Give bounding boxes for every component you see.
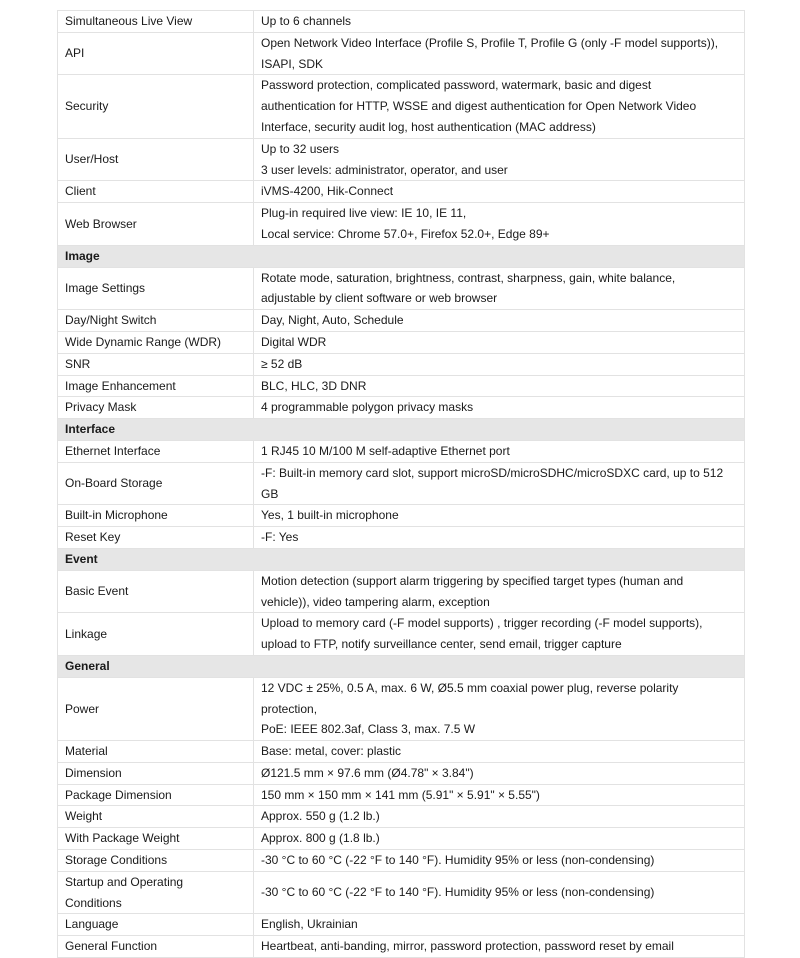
spec-value-line: Open Network Video Interface (Profile S, Profile T, Profile G (only -F model supports)), <box>261 35 719 50</box>
spec-value-line: Ø121.5 mm × 97.6 mm (Ø4.78" × 3.84") <box>261 765 474 780</box>
spec-row <box>58 138 745 181</box>
spec-row <box>58 784 745 806</box>
spec-label-cell <box>58 741 254 763</box>
spec-value-cell <box>254 505 745 527</box>
spec-value-cell <box>254 613 745 656</box>
spec-label: Basic Event <box>65 584 129 599</box>
spec-row <box>58 353 745 375</box>
spec-value-cell <box>254 828 745 850</box>
spec-value-cell <box>254 784 745 806</box>
spec-label-cell <box>58 505 254 527</box>
spec-value-cell <box>254 850 745 872</box>
spec-row <box>58 850 745 872</box>
spec-value-cell <box>254 181 745 203</box>
spec-value-line: 4 programmable polygon privacy masks <box>261 400 474 415</box>
spec-label-cell <box>58 440 254 462</box>
spec-row <box>58 527 745 549</box>
spec-value-line: Heartbeat, anti-banding, mirror, password protection, password reset by email <box>261 939 674 954</box>
spec-label: Power <box>65 701 100 716</box>
spec-value-cell <box>254 138 745 181</box>
spec-value-line: Approx. 800 g (1.8 lb.) <box>261 831 380 846</box>
spec-value-line: Local service: Chrome 57.0+, Firefox 52.0+, Edge 89+ <box>261 226 550 241</box>
spec-row <box>58 267 745 310</box>
spec-value-line: 3 user levels: administrator, operator, and user <box>261 162 508 177</box>
spec-label-cell <box>58 828 254 850</box>
spec-value-cell <box>254 353 745 375</box>
spec-value-line: Approx. 550 g (1.2 lb.) <box>261 809 380 824</box>
section-title: Event <box>58 548 745 570</box>
spec-label: Web Browser <box>65 216 137 231</box>
spec-value-cell <box>254 677 745 740</box>
spec-value-cell <box>254 570 745 613</box>
spec-label-cell <box>58 397 254 419</box>
spec-row <box>58 440 745 462</box>
spec-label-cell <box>58 331 254 353</box>
spec-value-cell <box>254 11 745 33</box>
spec-value-cell <box>254 331 745 353</box>
spec-value-line: ≥ 52 dB <box>261 356 303 371</box>
spec-value-cell <box>254 871 745 914</box>
spec-value-cell <box>254 310 745 332</box>
spec-label-cell <box>58 936 254 958</box>
spec-value-line: 1 RJ45 10 M/100 M self-adaptive Ethernet port <box>261 443 510 458</box>
spec-table-body <box>58 11 745 958</box>
spec-label: Weight <box>65 809 103 824</box>
section-title: Image <box>58 245 745 267</box>
spec-label-cell <box>58 138 254 181</box>
spec-label: With Package Weight <box>65 831 180 846</box>
section-title: General <box>58 655 745 677</box>
spec-label-cell <box>58 203 254 246</box>
spec-value-line: Up to 6 channels <box>261 14 352 28</box>
spec-label-cell <box>58 806 254 828</box>
spec-value-cell <box>254 267 745 310</box>
spec-label-cell <box>58 267 254 310</box>
spec-value-cell <box>254 375 745 397</box>
spec-label: Simultaneous Live View <box>65 14 193 28</box>
section-header-row <box>58 548 745 570</box>
spec-value-cell <box>254 203 745 246</box>
spec-value-line: 150 mm × 150 mm × 141 mm (5.91" × 5.91" × 5.55") <box>261 787 540 802</box>
spec-value-cell <box>254 527 745 549</box>
spec-label: Language <box>65 917 119 932</box>
spec-row <box>58 762 745 784</box>
spec-value-cell <box>254 32 745 75</box>
spec-row <box>58 32 745 75</box>
spec-row <box>58 331 745 353</box>
spec-label-cell <box>58 570 254 613</box>
spec-label-cell <box>58 11 254 33</box>
spec-row <box>58 806 745 828</box>
spec-row <box>58 570 745 613</box>
spec-label-cell <box>58 914 254 936</box>
spec-label: Security <box>65 99 109 114</box>
spec-value-cell <box>254 397 745 419</box>
spec-value-line: PoE: IEEE 802.3af, Class 3, max. 7.5 W <box>261 722 476 737</box>
spec-label: Privacy Mask <box>65 400 137 415</box>
spec-label: SNR <box>65 356 91 371</box>
spec-row <box>58 741 745 763</box>
spec-label: Package Dimension <box>65 787 172 802</box>
section-header-row <box>58 419 745 441</box>
spec-row <box>58 11 745 33</box>
spec-label: General Function <box>65 939 158 954</box>
spec-row <box>58 505 745 527</box>
spec-label: Storage Conditions <box>65 853 168 868</box>
spec-row <box>58 397 745 419</box>
spec-label: Built-in Microphone <box>65 508 168 523</box>
spec-label: API <box>65 46 85 61</box>
section-header-row <box>58 655 745 677</box>
section-header-row <box>58 245 745 267</box>
spec-value-line: English, Ukrainian <box>261 917 358 932</box>
spec-label: Dimension <box>65 765 122 780</box>
spec-row <box>58 375 745 397</box>
spec-label: Reset Key <box>65 530 121 545</box>
spec-label: Linkage <box>65 626 108 641</box>
spec-label: On-Board Storage <box>65 476 163 491</box>
spec-label-cell <box>58 871 254 914</box>
spec-value-line: Password protection, complicated password, watermark, basic and digest <box>261 78 652 93</box>
spec-value-line: -30 °C to 60 °C (-22 °F to 140 °F). Humidity 95% or less (non-condensing) <box>261 885 655 900</box>
spec-label: Wide Dynamic Range (WDR) <box>65 334 222 349</box>
spec-label-cell <box>58 375 254 397</box>
spec-value-line: -30 °C to 60 °C (-22 °F to 140 °F). Humidity 95% or less (non-condensing) <box>261 853 655 868</box>
spec-value-line: protection, <box>261 701 318 716</box>
spec-value-cell <box>254 75 745 138</box>
spec-value-line: Upload to memory card (-F model supports) , trigger recording (-F model supports), <box>261 616 703 631</box>
spec-label-cell <box>58 310 254 332</box>
spec-table <box>57 10 745 958</box>
spec-label-cell <box>58 75 254 138</box>
spec-label-cell <box>58 784 254 806</box>
spec-value-line: Rotate mode, saturation, brightness, contrast, sharpness, gain, white balance, <box>261 270 676 285</box>
spec-label-cell <box>58 462 254 505</box>
spec-value-line: -F: Yes <box>261 530 299 545</box>
spec-value-cell <box>254 914 745 936</box>
spec-label-cell <box>58 181 254 203</box>
spec-label: Material <box>65 744 108 759</box>
spec-value-line: Base: metal, cover: plastic <box>261 744 402 759</box>
spec-row <box>58 310 745 332</box>
spec-label: User/Host <box>65 152 119 167</box>
spec-label: Ethernet Interface <box>65 443 161 458</box>
spec-row <box>58 914 745 936</box>
spec-value-cell <box>254 462 745 505</box>
spec-value-line: GB <box>261 486 279 501</box>
spec-value-line: Plug-in required live view: IE 10, IE 11, <box>261 206 467 221</box>
spec-value-cell <box>254 762 745 784</box>
spec-label: Client <box>65 184 96 199</box>
spec-label: Image Enhancement <box>65 378 176 393</box>
spec-value-line: Digital WDR <box>261 334 327 349</box>
spec-value-line: 12 VDC ± 25%, 0.5 A, max. 6 W, Ø5.5 mm coaxial power plug, reverse polarity <box>261 680 679 695</box>
spec-value-line: Interface, security audit log, host authentication (MAC address) <box>261 119 596 134</box>
spec-value-line: iVMS-4200, Hik-Connect <box>261 184 394 199</box>
spec-label-cell <box>58 32 254 75</box>
spec-row <box>58 871 745 914</box>
spec-row <box>58 462 745 505</box>
spec-row <box>58 181 745 203</box>
spec-row <box>58 828 745 850</box>
spec-label-cell <box>58 527 254 549</box>
spec-label: Image Settings <box>65 280 146 295</box>
spec-label-line: Conditions <box>65 895 122 910</box>
spec-row <box>58 936 745 958</box>
spec-value-cell <box>254 741 745 763</box>
spec-value-line: authentication for HTTP, WSSE and digest authentication for Open Network Video <box>261 99 697 114</box>
spec-value-line: ISAPI, SDK <box>261 56 324 71</box>
spec-value-line: vehicle)), video tampering alarm, exception <box>261 594 490 609</box>
spec-value-line: Yes, 1 built-in microphone <box>261 508 399 523</box>
spec-row <box>58 613 745 656</box>
spec-value-line: upload to FTP, notify surveillance center, send email, trigger capture <box>261 637 622 652</box>
spec-value-line: -F: Built-in memory card slot, support microSD/microSDHC/microSDXC card, up to 512 <box>261 465 724 480</box>
spec-label-cell <box>58 850 254 872</box>
spec-value-line: adjustable by client software or web browser <box>261 291 498 306</box>
section-title: Interface <box>58 419 745 441</box>
spec-value-cell <box>254 440 745 462</box>
spec-value-line: Up to 32 users <box>261 141 340 156</box>
spec-label: Day/Night Switch <box>65 313 157 328</box>
spec-label-cell <box>58 353 254 375</box>
spec-label-cell <box>58 613 254 656</box>
spec-value-line: Motion detection (support alarm triggering by specified target types (human and <box>261 573 684 588</box>
spec-value-line: Day, Night, Auto, Schedule <box>261 313 404 328</box>
spec-value-line: BLC, HLC, 3D DNR <box>261 378 367 393</box>
spec-label-cell <box>58 677 254 740</box>
spec-value-cell <box>254 936 745 958</box>
spec-label-line: Startup and Operating <box>65 874 184 889</box>
spec-label-cell <box>58 762 254 784</box>
spec-row <box>58 75 745 138</box>
spec-row <box>58 203 745 246</box>
spec-row <box>58 677 745 740</box>
spec-value-cell <box>254 806 745 828</box>
